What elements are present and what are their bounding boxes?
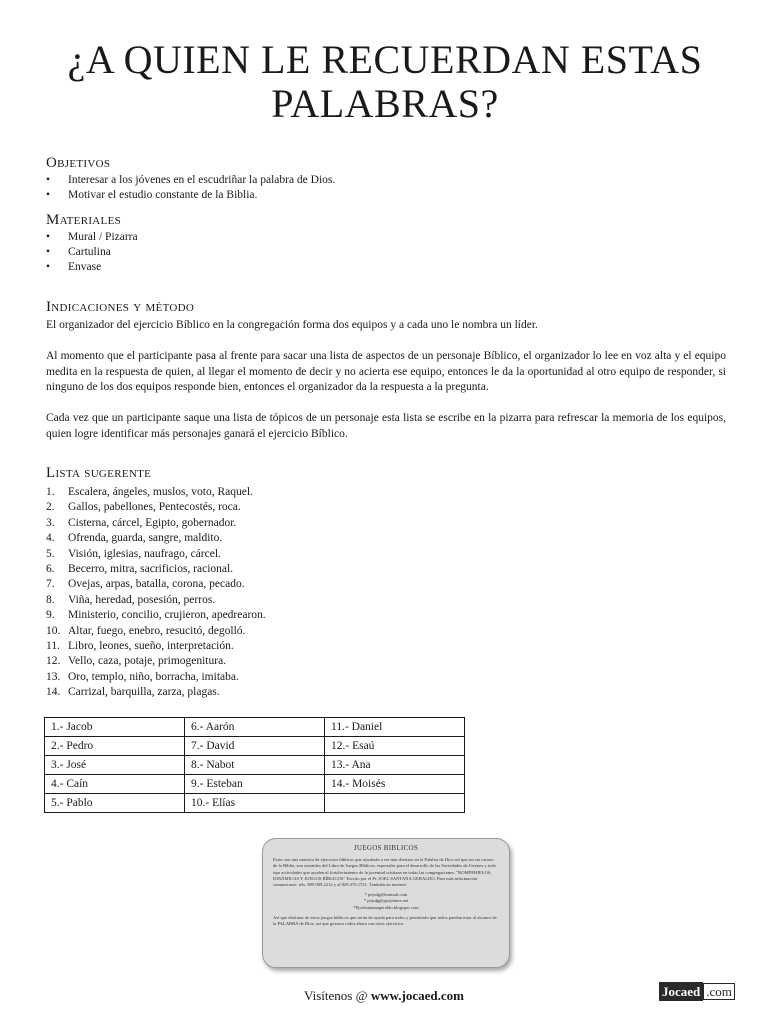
contact-email: * pejsdg@pjojoenez.net: [363, 898, 409, 904]
materiales-list: [46, 230, 138, 275]
table-cell: [325, 794, 465, 813]
table-cell: 10.- Elías: [185, 794, 325, 813]
footer-site-link[interactable]: www.jocaed.com: [370, 988, 464, 1003]
list-item: 5. Visión, iglesias, naufrago, cárcel.: [46, 547, 221, 560]
contact-email: * pejsdg@hotmail.com: [364, 892, 408, 898]
list-item: 8. Viña, heredad, posesión, perros.: [46, 593, 216, 606]
table-cell: 13.- Ana: [325, 756, 465, 775]
objetivos-list: [46, 173, 335, 203]
contact-blog: *Pjoelsantanageraldo.blogspot.com: [353, 904, 419, 910]
list-item: 1. Escalera, ángeles, muslos, voto, Raquel.: [46, 486, 253, 498]
table-cell: 7.- David: [185, 737, 325, 756]
list-item: 6. Becerro, mitra, sacrificios, racional.: [46, 563, 234, 576]
info-box-title: JUEGOS BIBLICOS: [353, 844, 419, 852]
list-item: • Interesar a los jóvenes en el escudriñar la palabra de Dios.: [46, 173, 335, 188]
list-item: 2. Gallos, pabellones, Pentecostés, roca.: [46, 501, 241, 514]
table-cell: 3.- José: [45, 756, 185, 775]
list-item: 9. Ministerio, concilio, crujieron, apedrearon.: [46, 609, 266, 622]
info-box-contacts: [263, 892, 509, 911]
list-item: 3. Cisterna, cárcel, Egipto, gobernador.: [46, 516, 237, 529]
jocaed-logo: [659, 984, 735, 1000]
table-row: [45, 718, 465, 737]
list-item: • Cartulina: [46, 245, 138, 260]
page-title: ¿A QUIEN LE RECUERDAN ESTAS PALABRAS?: [67, 37, 703, 126]
list-item: 4. Ofrenda, guarda, sangre, maldito.: [46, 532, 223, 545]
logo-part-1: Jocaed: [659, 982, 703, 1001]
answers-table: [44, 717, 465, 813]
list-item: 11. Libro, leones, sueño, interpretación.: [46, 640, 234, 653]
indicaciones-paragraph-2: Al momento que el participante pasa al frente para sacar una lista de aspectos de un personaje Bíblico, el organizador lo lee en voz alta y el equipo medita en la respuesta de quien, al llegar el momento de decir y no acierta ese equipo, entonces le da la oportunidad al otro equipo de responder, si ninguno de los dos equipos responde bien, entonces el organizador da la respuesta a la pregunta.: [46, 350, 726, 394]
indicaciones-heading: Indicaciones y método: [46, 299, 195, 315]
table-cell: 1.- Jacob: [45, 718, 185, 737]
indicaciones-paragraph-1: El organizador del ejercicio Bíblico en la congregación forma dos equipos y a cada uno le nombra un líder.: [46, 319, 538, 331]
table-cell: 9.- Esteban: [185, 775, 325, 794]
table-row: [45, 756, 465, 775]
table-cell: 2.- Pedro: [45, 737, 185, 756]
list-item: 10. Altar, fuego, enebro, resucitó, degolló.: [46, 624, 246, 637]
list-item: 7. Ovejas, arpas, batalla, corona, pecado.: [46, 578, 245, 591]
table-row: [45, 775, 465, 794]
info-box: [262, 838, 510, 968]
list-item: • Mural / Pizarra: [46, 230, 138, 245]
indicaciones-paragraph-3: Cada vez que un participante saque una lista de tópicos de un personaje esta lista se escribe en la pizarra para refrescar la memoria de los equipos, quien logre identificar más personajes ganará el ejercicio Bíblico.: [46, 412, 726, 440]
table-cell: 12.- Esaú: [325, 737, 465, 756]
table-cell: 4.- Caín: [45, 775, 185, 794]
info-box-body: Estos son una muestra de ejercicios bíblicos que ayudarán a ser mas diestros en la Palabra de Dios así que ser un cartero de la Biblia, son extraídos del Libro de Juegos Bíblicos, especiales para el desarrollo de las Sociedades de Jóvenes y todo tipo actividades que ayuden al fortalecimiento de la juventud cristiana en todas las congregaciones. "ROMPEHIELOS, DINÁMICAS Y JUEGOS BÍBLICOS" Escrito por el Pr. JOEL SANTANA GERALDO. Para más información comunicarse: tels. 809.989.2212 y al 829.470.1721. También en internet:: [273, 857, 496, 888]
logo-part-2: .com: [703, 983, 735, 1000]
list-item: • Envase: [46, 260, 138, 275]
list-item: 13. Oro, templo, niño, borracha, imitaba.: [46, 670, 239, 683]
list-item: • Motivar el estudio constante de la Biblia.: [46, 188, 335, 203]
lista-heading: Lista sugerente: [46, 465, 152, 481]
list-item: 14. Carrizal, barquilla, zarza, plagas.: [46, 686, 220, 699]
table-cell: 11.- Daniel: [325, 718, 465, 737]
table-row: [45, 794, 465, 813]
list-item: 12. Vello, caza, potaje, primogenitura.: [46, 655, 227, 668]
footer-prefix: Visítenos @: [304, 988, 371, 1003]
footer: [0, 988, 768, 1004]
table-cell: 14.- Moisés: [325, 775, 465, 794]
table-cell: 6.- Aarón: [185, 718, 325, 737]
objetivos-heading: Objetivos: [46, 155, 111, 171]
table-row: [45, 737, 465, 756]
materiales-heading: Materiales: [46, 212, 122, 228]
table-cell: 8.- Nabot: [185, 756, 325, 775]
info-box-footer: Así que disfrutar de estos juegos bíblicos que serán de ayuda para todos y permitirán que todos puedan estar al alcance de la PALABRA de Dios, así que gozaros todos ahora con estos ejercicios: [273, 914, 497, 927]
table-cell: 5.- Pablo: [45, 794, 185, 813]
suggested-list: [46, 485, 266, 701]
